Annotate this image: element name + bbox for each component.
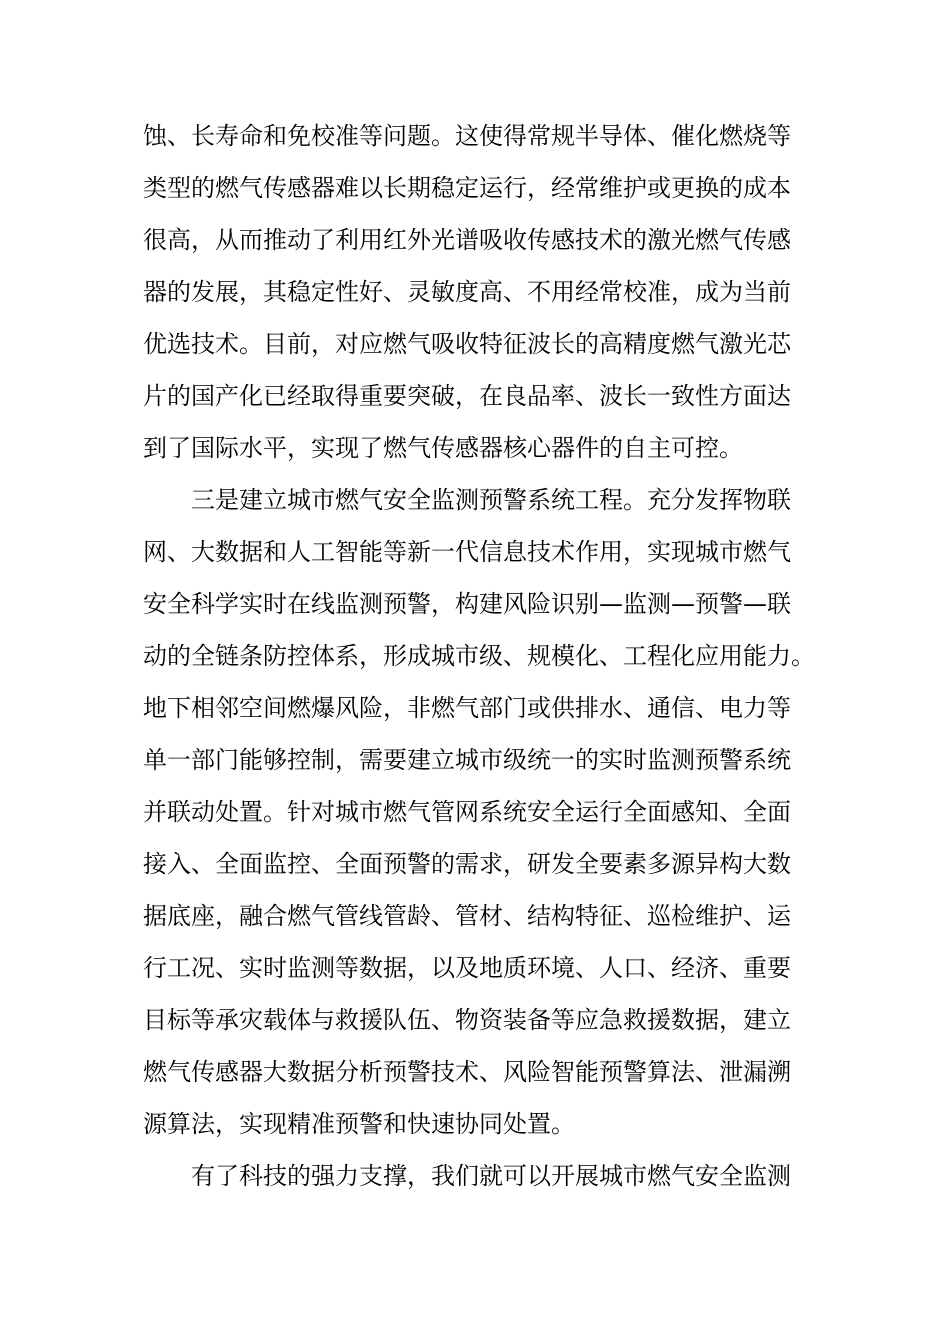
text-line: 动的全链条防控体系，形成城市级、规模化、工程化应用能力。: [143, 642, 815, 670]
text-line: 地下相邻空间燃爆风险，非燃气部门或供排水、通信、电力等: [143, 694, 791, 722]
text-line: 网、大数据和人工智能等新一代信息技术作用，实现城市燃气: [143, 538, 791, 566]
text-line: 接入、全面监控、全面预警的需求，研发全要素多源异构大数: [143, 850, 791, 878]
text-line: 器的发展，其稳定性好、灵敏度高、不用经常校准，成为当前: [143, 278, 791, 306]
text-line: 源算法，实现精准预警和快速协同处置。: [143, 1110, 575, 1138]
text-line: 安全科学实时在线监测预警，构建风险识别—监测—预警—联: [143, 590, 791, 618]
text-line: 目标等承灾载体与救援队伍、物资装备等应急救援数据，建立: [143, 1006, 791, 1034]
text-line: 并联动处置。针对城市燃气管网系统安全运行全面感知、全面: [143, 798, 791, 826]
body-text: [143, 110, 823, 1202]
text-line: 类型的燃气传感器难以长期稳定运行，经常维护或更换的成本: [143, 174, 791, 202]
text-line: 蚀、长寿命和免校准等问题。这使得常规半导体、催化燃烧等: [143, 122, 791, 150]
text-line: 据底座，融合燃气管线管龄、管材、结构特征、巡检维护、运: [143, 902, 791, 930]
text-line: 燃气传感器大数据分析预警技术、风险智能预警算法、泄漏溯: [143, 1058, 791, 1086]
text-line: 行工况、实时监测等数据，以及地质环境、人口、经济、重要: [143, 954, 791, 982]
text-line: 片的国产化已经取得重要突破，在良品率、波长一致性方面达: [143, 382, 791, 410]
text-line: 优选技术。目前，对应燃气吸收特征波长的高精度燃气激光芯: [143, 330, 791, 358]
text-line: 单一部门能够控制，需要建立城市级统一的实时监测预警系统: [143, 746, 791, 774]
paragraph-start-line: 三是建立城市燃气安全监测预警系统工程。充分发挥物联: [191, 486, 791, 514]
text-line: 到了国际水平，实现了燃气传感器核心器件的自主可控。: [143, 434, 743, 462]
paragraph-start-line: 有了科技的强力支撑，我们就可以开展城市燃气安全监测: [191, 1162, 791, 1190]
text-line: 很高，从而推动了利用红外光谱吸收传感技术的激光燃气传感: [143, 226, 791, 254]
